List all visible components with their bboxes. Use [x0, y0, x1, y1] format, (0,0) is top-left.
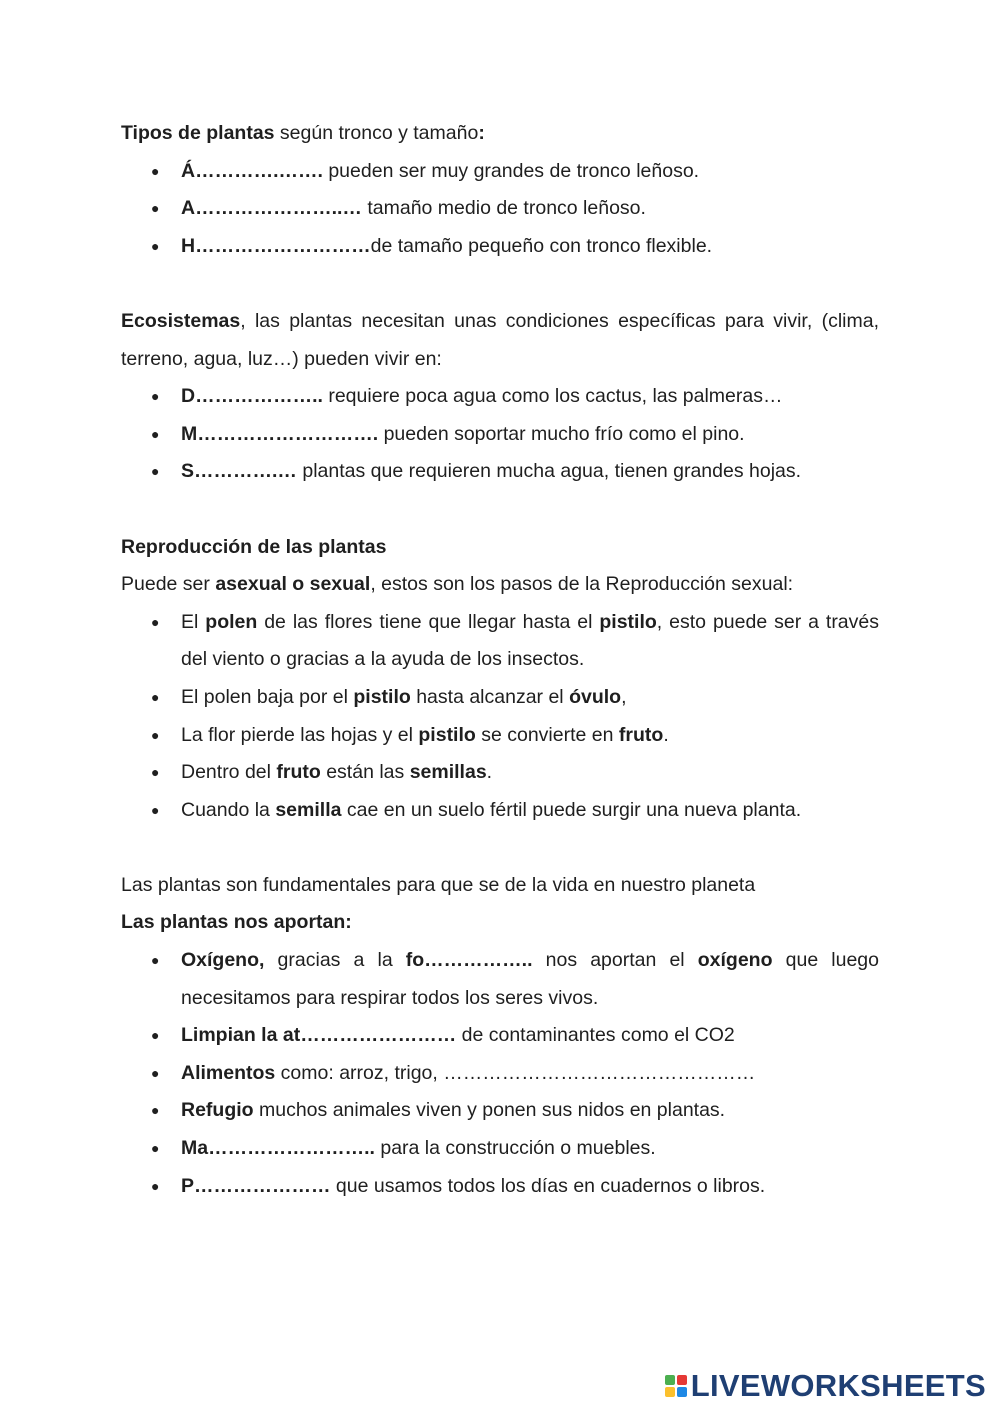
list-item: ● A…………………..… tamaño medio de tronco leñoso.	[121, 190, 879, 228]
list-item: ● Á………….……. pueden ser muy grandes de tronco leñoso.	[121, 153, 879, 191]
list-item: ● Ma…………………….. para la construcción o muebles.	[121, 1130, 879, 1168]
list-item: ● D……………….. requiere poca agua como los cactus, las palmeras…	[121, 378, 879, 416]
section-title-reproduccion: Reproducción de las plantas	[121, 535, 387, 558]
list-item: ● Refugio muchos animales viven y ponen sus nidos en plantas.	[121, 1092, 879, 1130]
spacer	[121, 829, 879, 867]
liveworksheets-logo	[665, 1368, 986, 1404]
reproduccion-list	[121, 604, 879, 830]
spacer	[121, 265, 879, 303]
brand-name: LIVEWORKSHEETS	[690, 1368, 986, 1403]
list-item: ● El polen baja por el pistilo hasta alcanzar el óvulo,	[121, 679, 879, 717]
tipos-list	[121, 153, 879, 266]
section-title-tipos: Tipos de plantas según tronco y tamaño:	[121, 122, 485, 144]
list-item: ● Alimentos como: arroz, trigo, …………………………………………	[121, 1055, 879, 1093]
list-item: ● S………….… plantas que requieren mucha agua, tienen grandes hojas.	[121, 453, 879, 491]
list-item: ● P………………… que usamos todos los días en cuadernos o libros.	[121, 1168, 879, 1206]
list-item: ● M………………………. pueden soportar mucho frío como el pino.	[121, 416, 879, 454]
list-item: ● H………………………de tamaño pequeño con tronco flexible.	[121, 228, 879, 266]
spacer	[121, 491, 879, 529]
worksheet-content	[121, 115, 879, 1205]
list-item: ● El polen de las flores tiene que llegar hasta el pistilo, esto puede ser a través del viento o gracias a la ayuda de los insectos.	[121, 604, 879, 679]
list-item: ● Cuando la semilla cae en un suelo fértil puede surgir una nueva planta.	[121, 792, 879, 830]
list-item: ● Dentro del fruto están las semillas.	[121, 754, 879, 792]
aportan-list	[121, 942, 879, 1205]
reproduccion-intro: Puede ser asexual o sexual, estos son los pasos de la Reproducción sexual:	[121, 573, 794, 596]
list-item: ● Limpian la at…………………… de contaminantes como el CO2	[121, 1017, 879, 1055]
aportan-intro-line: Las plantas son fundamentales para que se de la vida en nuestro planeta	[121, 873, 756, 896]
section-title-aportan: Las plantas nos aportan:	[121, 911, 352, 934]
list-item: ● La flor pierde las hojas y el pistilo se convierte en fruto.	[121, 717, 879, 755]
ecosistemas-intro: Ecosistemas, las plantas necesitan unas condiciones específicas para vivir, (clima, terreno, agua, luz…) pueden vivir en:	[121, 309, 879, 370]
liveworksheets-logo-icon	[665, 1375, 687, 1397]
list-item: ● Oxígeno, gracias a la fo…………….. nos aportan el oxígeno que luego necesitamos para respirar todos los seres vivos.	[121, 942, 879, 1017]
ecosistemas-list	[121, 378, 879, 491]
